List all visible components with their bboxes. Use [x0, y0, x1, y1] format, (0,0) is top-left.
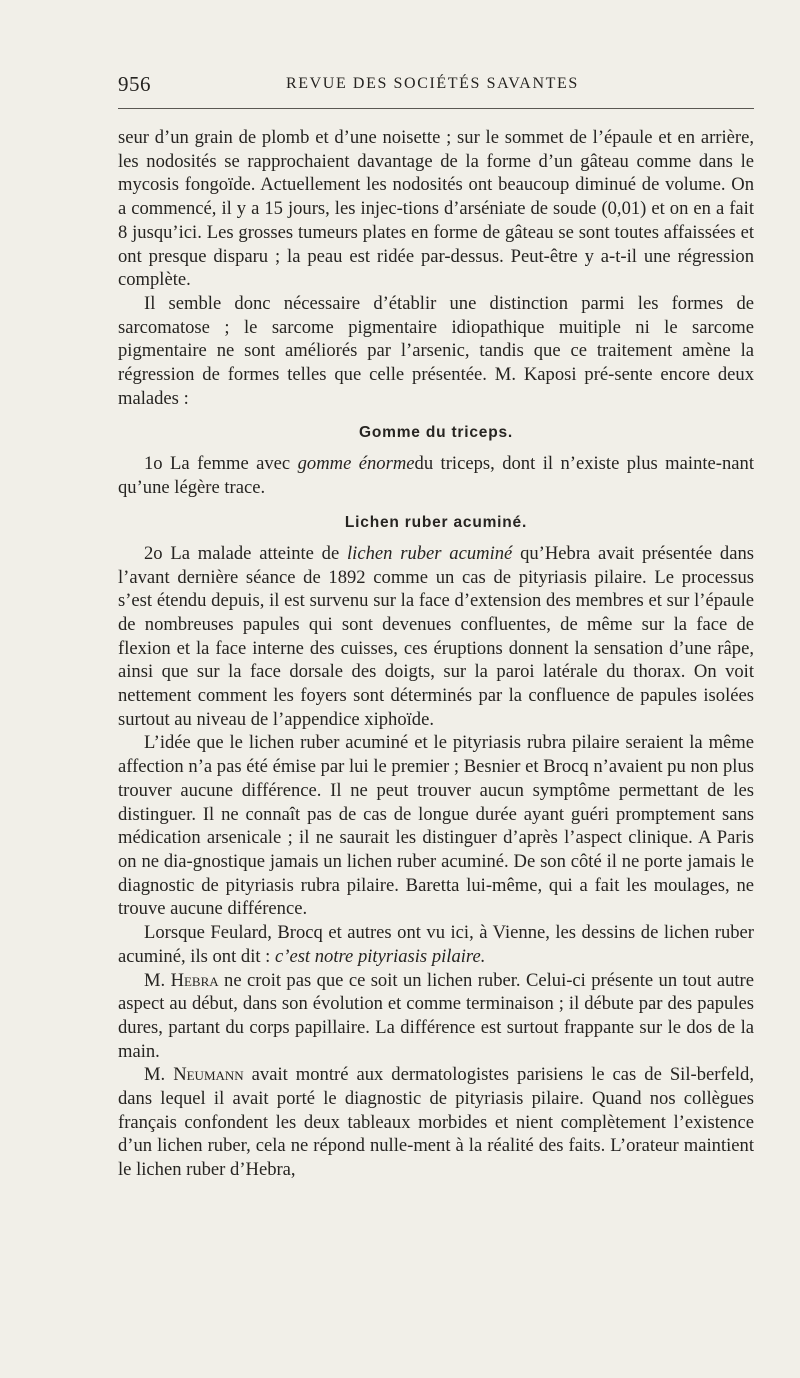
case-1-lead: 1o La femme avec	[144, 453, 298, 475]
hebra-rest: ne croit pas que ce soit un lichen ruber. Celui-ci présente un tout autre aspect au début, dans son évolution et comme terminaison ; il débute par des papules dures, partant du corps papillaire. La différence est surtout frappante sur le dos de la main.	[118, 969, 754, 1062]
case-1-rest: du triceps, dont il n’existe plus mainte-nant qu’une légère trace.	[118, 453, 754, 499]
paragraph-sarcomatose: Il semble donc nécessaire d’établir une distinction parmi les formes de sarcomatose ; le sarcome pigmentaire idiopathique muitiple ni le sarcome pigmentaire ne sont améliorés par l’arsenic, tandis que ce traitement amène la régression de formes telles que celle présentée. M. Kaposi pré-sente encore deux malades :	[118, 292, 754, 409]
section-heading-gomme: Gomme du triceps.	[359, 424, 513, 442]
paragraph-case-1	[118, 452, 754, 499]
paragraph-neumann	[118, 1063, 754, 1182]
page-number: 956	[118, 72, 151, 96]
case-2-lead: 2o La malade atteinte de	[144, 542, 348, 564]
page-header	[118, 72, 754, 100]
case-2-rest: qu’Hebra avait présentée dans l’avant dernière séance de 1892 comme un cas de pityriasis pilaire. Le processus s’est étendu depuis, il est survenu sur la face d’extension des membres et sur l’épaule de nombreuses papules qui sont devenues confluentes, de même sur la face de flexion et la face interne des cuisses, ces éruptions donnent la sensation d’une râpe, ainsi que sur la face dorsale des doigts, sur la paroi latérale du thorax. On voit nettement comment les foyers sont déterminés par la confluence de papules isolées surtout au niveau de l’appendice xiphoïde.	[118, 542, 754, 730]
paragraph-lichen-discussion: L’idée que le lichen ruber acuminé et le pityriasis rubra pilaire seraient la même affection n’a pas été émise par lui le premier ; Besnier et Brocq n’avaient pu non plus trouver aucune différence. Il ne peut trouver aucun symptôme permettant de les distinguer. Il ne connaît pas de cas de longue durée ayant guéri promptement sans médication arsenicale ; il ne saurait les distinguer d’après l’aspect clinique. A Paris on ne dia-gnostique jamais un lichen ruber acuminé. De son côté il ne porte jamais le diagnostic de pityriasis rubra pilaire. Baretta lui-même, qui a fait les moulages, ne trouve aucune différence.	[118, 732, 754, 920]
hebra-name: Hebra	[170, 969, 219, 991]
case-1-italic: gomme énorme	[297, 453, 415, 475]
neumann-lead: M.	[144, 1064, 174, 1086]
feulard-text: Lorsque Feulard, Brocq et autres ont vu ici, à Vienne, les dessins de lichen ruber acuminé, ils ont dit :	[118, 922, 754, 967]
paragraph-feulard	[118, 921, 754, 968]
hebra-lead: M.	[144, 969, 171, 991]
feulard-quote: c’est notre pityriasis pilaire.	[275, 945, 486, 967]
paragraph-case-2	[118, 542, 754, 732]
running-title: REVUE DES SOCIÉTÉS SAVANTES	[286, 75, 579, 92]
section-heading-lichen: Lichen ruber acuminé.	[344, 513, 528, 531]
neumann-rest: avait montré aux dermatologistes parisiens le cas de Sil-berfeld, dans lequel il avait porté le diagnostic de pityriasis pilaire. Quand nos collègues français confondent les deux tableaux morbides et nient complètement l’existence d’un lichen ruber, cela ne répond nulle-ment à la réalité des faits. L’orateur maintient le lichen ruber d’Hebra,	[118, 1064, 754, 1181]
header-rule	[118, 108, 754, 109]
neumann-name: Neumann	[173, 1064, 244, 1086]
paragraph-hebra	[118, 969, 754, 1064]
body-text	[118, 126, 754, 1182]
case-2-italic: lichen ruber acuminé	[347, 542, 513, 564]
paragraph-continuation: seur d’un grain de plomb et d’une noisette ; sur le sommet de l’épaule et en arrière, les nodosités se rapprochaient davantage de la forme d’un gâteau comme dans le mycosis fongoïde. Actuellement les nodosités ont beaucoup diminué de volume. On a commencé, il y a 15 jours, les injec-tions d’arséniate de soude (0,01) et on en a fait 8 jusqu’ici. Les grosses tumeurs plates en forme de gâteau se sont toutes affaissées et ont presque disparu ; la peau est ridée par-dessus. Peut-être y a-t-il une régression complète.	[118, 127, 754, 291]
